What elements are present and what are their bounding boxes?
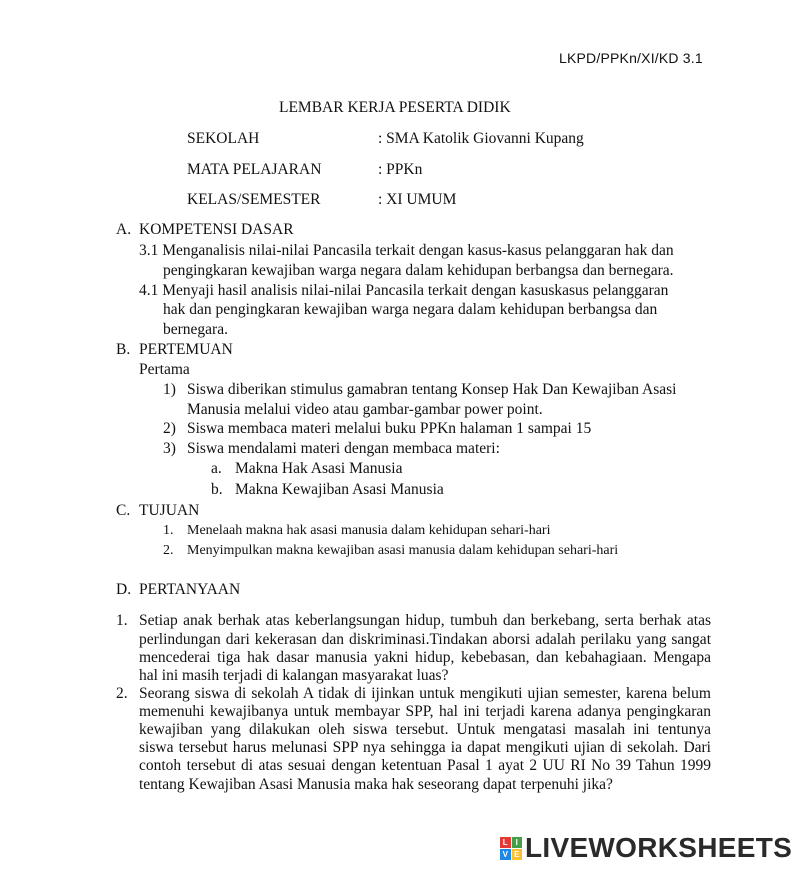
meeting-item-3-text: Siswa mendalami materi dengan membaca materi: <box>187 440 500 457</box>
section-d-letter: D. <box>116 581 132 598</box>
material-a-text: Makna Hak Asasi Manusia <box>235 460 403 477</box>
meeting-item-1-line1: Siswa diberikan stimulus gamabran tentang Konsep Hak Dan Kewajiban Asasi <box>187 381 677 398</box>
logo-letter-l: L <box>500 837 511 848</box>
info-value-class: : XI UMUM <box>378 191 457 208</box>
liveworksheets-logo-icon <box>500 837 522 859</box>
material-b-text: Makna Kewajiban Asasi Manusia <box>235 481 444 498</box>
meeting-item-2-num: 2) <box>163 420 176 437</box>
logo-letter-v: V <box>500 849 511 860</box>
question-2-num: 2. <box>116 685 128 702</box>
meeting-item-1-line2: Manusia melalui video atau gambar-gambar power point. <box>187 401 543 418</box>
section-b-heading: PERTEMUAN <box>139 341 233 358</box>
meeting-item-2-text: Siswa membaca materi melalui buku PPKn halaman 1 sampai 15 <box>187 420 592 437</box>
meeting-item-3-num: 3) <box>163 440 176 457</box>
liveworksheets-logo-text: LIVEWORKSHEETS <box>525 832 793 863</box>
question-1-line-3: mencederai tiga hak dasar manusia yakni hidup, kebebasan, dan kebahagiaan. Mengapa <box>139 649 711 666</box>
document-code: LKPD/PPKn/XI/KD 3.1 <box>559 50 703 66</box>
material-b-letter: b. <box>211 481 223 498</box>
section-c-heading: TUJUAN <box>139 502 200 519</box>
section-a-letter: A. <box>116 221 132 238</box>
liveworksheets-logo <box>500 832 792 864</box>
section-b-letter: B. <box>116 341 131 358</box>
question-1-num: 1. <box>116 612 128 629</box>
goal-1-num: 1. <box>163 523 174 538</box>
question-2-line-3: kewajiban yang dilakukan oleh siswa tersebut. Untuk mengatasi masalah ini tentunya <box>139 721 711 738</box>
question-1-line-4: hal ini masih terjadi di kalangan masyarakat luas? <box>139 667 449 684</box>
document-title: LEMBAR KERJA PESERTA DIDIK <box>279 99 511 116</box>
goal-2-num: 2. <box>163 543 174 558</box>
info-value-school: : SMA Katolik Giovanni Kupang <box>378 130 584 147</box>
question-1-line-2: perlindungan dari kekerasan dan diskriminasi.Tindakan aborsi adalah perilaku yang sangat <box>139 631 711 648</box>
competency-3-1-line2: pengingkaran kewajiban warga negara dalam kehidupan berbangsa dan bernegara. <box>163 262 674 279</box>
question-2-line-2: memenuhi kewajibanya untuk membayar SPP, hal ini terjadi karena adanya pengingkaran <box>139 703 711 720</box>
meeting-item-1-num: 1) <box>163 381 176 398</box>
competency-4-1-line3: bernegara. <box>163 321 228 338</box>
competency-4-1-line1: 4.1 Menyaji hasil analisis nilai-nilai Pancasila terkait dengan kasuskasus pelanggaran <box>139 282 669 299</box>
goal-2-text: Menyimpulkan makna kewajiban asasi manusia dalam kehidupan sehari-hari <box>187 543 619 558</box>
info-label-school: SEKOLAH <box>187 130 260 147</box>
competency-4-1-line2: hak dan pengingkaran kewajiban warga negara dalam kehidupan berbangsa dan <box>163 301 658 318</box>
section-c-letter: C. <box>116 502 131 519</box>
meeting-label: Pertama <box>139 361 190 378</box>
question-2-line-5: contoh tersebut di atas sesuai dengan ketentuan Pasal 1 ayat 2 UU RI No 39 Tahun 1999 <box>139 757 711 774</box>
question-2-line-1: Seorang siswa di sekolah A tidak di ijinkan untuk mengikuti ujian semester, karena belum <box>139 685 711 702</box>
material-a-letter: a. <box>211 460 222 477</box>
goal-1-text: Menelaah makna hak asasi manusia dalam kehidupan sehari-hari <box>187 523 551 538</box>
question-2-line-6: tentang Kewajiban Asasi Manusia maka hak seseorang dapat terpenuhi jika? <box>139 776 613 793</box>
info-value-subject: : PPKn <box>378 161 423 178</box>
section-a-heading: KOMPETENSI DASAR <box>139 221 294 238</box>
question-2-line-4: siswa tersebut harus melunasi SPP nya sehingga ia dapat mengikuti ujian di sekolah. Dari <box>139 739 711 756</box>
section-d-heading: PERTANYAAN <box>139 581 241 598</box>
question-1-line-1: Setiap anak berhak atas keberlangsungan hidup, tumbuh dan berkebang, serta berhak atas <box>139 612 711 629</box>
info-label-subject: MATA PELAJARAN <box>187 161 322 178</box>
info-label-class: KELAS/SEMESTER <box>187 191 321 208</box>
logo-letter-e: E <box>512 849 523 860</box>
logo-letter-i: I <box>512 837 523 848</box>
competency-3-1-line1: 3.1 Menganalisis nilai-nilai Pancasila terkait dengan kasus-kasus pelanggaran hak dan <box>139 242 674 259</box>
